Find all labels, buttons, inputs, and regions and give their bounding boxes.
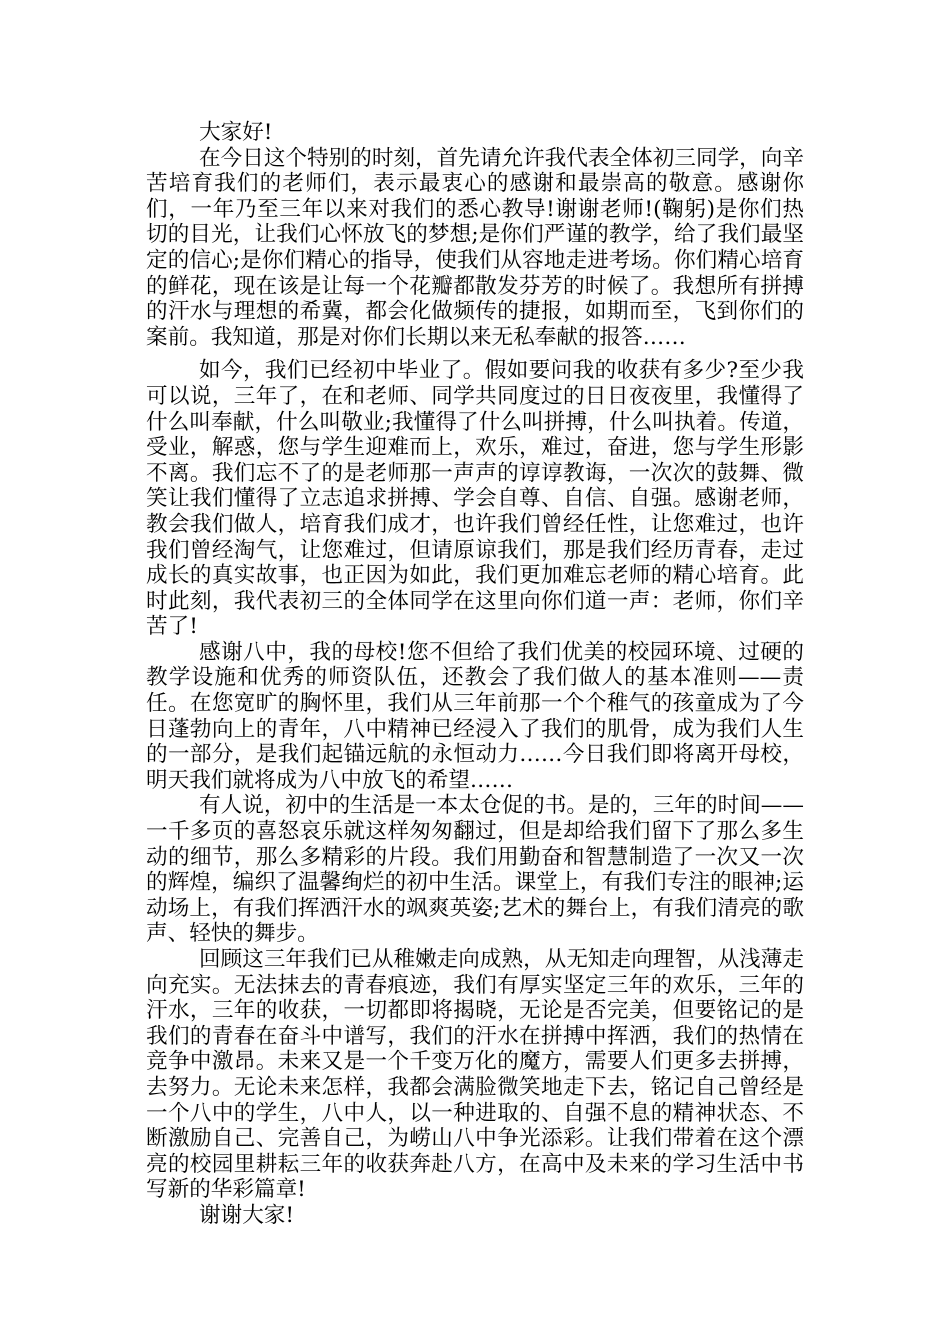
paragraph-3: 感谢八中，我的母校!您不但给了我们优美的校园环境、过硬的教学设施和优秀的师资队伍，还教会了我们做人的基本准则——责任。在您宽旷的胸怀里，我们从三年前那一个个稚气的孩童成为了今日蓬勃向上的青年，八中精神已经浸入了我们的肌骨，成为我们人生的一部分，是我们起锚远航的永恒动力……今日我们即将离开母校，明天我们就将成为八中放飞的希望…… (146, 639, 804, 793)
paragraph-2: 如今，我们已经初中毕业了。假如要问我的收获有多少?至少我可以说，三年了，在和老师、同学共同度过的日日夜夜里，我懂得了什么叫奉献，什么叫敬业;我懂得了什么叫拼搏，什么叫执着。传道，受业，解惑，您与学生迎难而上，欢乐，难过，奋进，您与学生形影不离。我们忘不了的是老师那一声声的谆谆教诲，一次次的鼓舞、微笑让我们懂得了立志追求拼搏、学会自尊、自信、自强。感谢老师，教会我们做人，培育我们成才，也许我们曾经任性，让您难过，也许我们曾经淘气，让您难过，但请原谅我们，那是我们经历青春，走过成长的真实故事，也正因为如此，我们更加难忘老师的精心培育。此时此刻，我代表初三的全体同学在这里向你们道一声：老师，你们辛苦了! (146, 358, 804, 640)
paragraph-4: 有人说，初中的生活是一本太仓促的书。是的，三年的时间——一千多页的喜怒哀乐就这样匆匆翻过，但是却给我们留下了那么多生动的细节，那么多精彩的片段。我们用勤奋和智慧制造了一次又一次的辉煌，编织了温馨绚烂的初中生活。课堂上，有我们专注的眼神;运动场上，有我们挥洒汗水的飒爽英姿;艺术的舞台上，有我们清亮的歌声、轻快的舞步。 (146, 793, 804, 947)
paragraph-1: 在今日这个特别的时刻，首先请允许我代表全体初三同学，向辛苦培育我们的老师们，表示最衷心的感谢和最崇高的敬意。感谢你们，一年乃至三年以来对我们的悉心教导!谢谢老师!(鞠躬)是你们热切的目光，让我们心怀放飞的梦想;是你们严谨的教学，给了我们最坚定的信心;是你们精心的指导，使我们从容地走进考场。你们精心培育的鲜花，现在该是让每一个花瓣都散发芬芳的时候了。我想所有拼搏的汗水与理想的希冀，都会化做频传的捷报，如期而至，飞到你们的案前。我知道，那是对你们长期以来无私奉献的报答…… (146, 145, 804, 350)
paragraph-5: 回顾这三年我们已从稚嫩走向成熟，从无知走向理智，从浅薄走向充实。无法抹去的青春痕迹，我们有厚实坚定三年的欢乐，三年的汗水，三年的收获，一切都即将揭晓，无论是否完美，但要铭记的是我们的青春在奋斗中谱写，我们的汗水在拼搏中挥洒，我们的热情在竞争中激昂。未来又是一个千变万化的魔方，需要人们更多去拼搏，去努力。无论未来怎样，我都会满脸微笑地走下去，铭记自己曾经是一个八中的学生，八中人，以一种进取的、自强不息的精神状态、不断激励自己、完善自己，为崂山八中争光添彩。让我们带着在这个漂亮的校园里耕耘三年的收获奔赴八方，在高中及未来的学习生活中书写新的华彩篇章! (146, 947, 804, 1203)
document-body (146, 120, 804, 1229)
closing: 谢谢大家! (199, 1202, 295, 1228)
greeting: 大家好! (199, 120, 273, 145)
